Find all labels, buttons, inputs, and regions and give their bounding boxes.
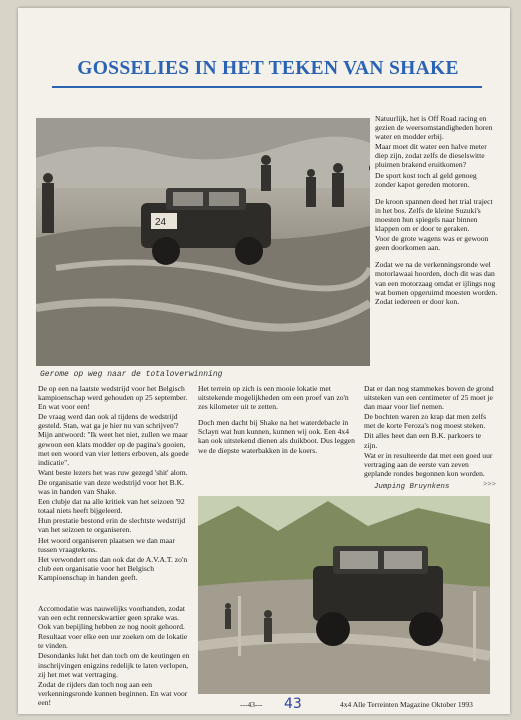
paragraph: Een clubje dat na alle kritiek van het seizoen '92 totaal niets heeft bijgeleerd. bbox=[38, 497, 185, 516]
photo-credit: Jumping Bruynkens bbox=[374, 483, 450, 491]
paragraph: Wat er in resulteerde dat met een goed uur vertraging aan de eerste van zeven geplande rondes begonnen kon worden. bbox=[364, 450, 493, 478]
paragraph: Doch men dacht bij Shake na het waterdebacle in Sclayn wat hun kunnen, kunnen wij ook. Een 4x4 kan ook uitstekend dienen als duikboot. Dus leggen we de diepste waterbakken in de koers. bbox=[198, 418, 355, 455]
paragraph: De vraag werd dan ook al tijdens de wedstrijd gesteld. Stan, wat ga je hier nu van schrijven'? Mijn antwoord: "Ik weet het niet, zullen we maar gewoon een klats modder op de pagina's gooien, met een woord van vier letters erboven, als goede indicatie". bbox=[38, 412, 189, 467]
paragraph: De sport kost toch al geld genoeg zonder kapot gereden motoren. bbox=[375, 170, 477, 189]
column-1-bottom-text bbox=[38, 604, 190, 708]
paragraph: Zodat we na de verkenningsronde wel motorlawaai hoorden, doch dit was dan van een motorzaag omdat er ijlings nog wat bomen opgeruimd moesten worden. Zodat iedereen er door kon. bbox=[375, 260, 498, 306]
column-3-text bbox=[364, 384, 496, 488]
paragraph: Natuurlijk, het is Off Road racing en gezien de weersomstandigheden horen water en modder erbij. bbox=[375, 114, 493, 142]
title-rule bbox=[52, 86, 482, 88]
article-title: GOSSELIES IN HET TEKEN VAN SHAKE bbox=[77, 58, 459, 79]
paragraph: Zodat de rijders dan toch nog aan een verkenningsronde kunnen beginnen. En wat voor een! bbox=[38, 679, 188, 707]
handwritten-page-number: 43 bbox=[284, 696, 302, 712]
paragraph: De organisatie van deze wedstrijd voor het B.K. was in handen van Shake. bbox=[38, 477, 184, 497]
paragraph: De kroon spannen deed het trial traject in het bos. Zelfs de kleine Suzuki's moesten hun spiegels naar binnen klappen om er door te geraken. bbox=[375, 196, 493, 234]
paragraph: Resultaat voer elke een uur zoeken om de lokatie te vinden. bbox=[38, 632, 188, 651]
paragraph: Dat er dan nog stammekes boven de grond uitsteken van een centimeter of 25 moet je dan maar voor lief nemen. bbox=[364, 384, 494, 412]
column-1-text bbox=[38, 384, 190, 583]
page-number: ---43--- bbox=[240, 700, 263, 709]
paragraph: De op een na laatste wedstrijd voor het Belgisch kampioenschap werd gehouden op 25 september. En wat voor een! bbox=[38, 384, 188, 412]
jump-scene-illustration bbox=[198, 496, 490, 694]
paragraph: Voor de grote wagens was er gewoon geen doorkomen aan. bbox=[375, 234, 489, 253]
paragraph: Hun prestatie bestond erin de slechtste wedstrijd van het seizoen te organiseren. bbox=[38, 516, 186, 535]
paragraph: Desondanks lukt het dan toch om de keutingen en inschrijvingen enigzins redelijk te laten verlopen, zij het met wat vertraging. bbox=[38, 651, 190, 679]
paragraph: Maar moet dit water een halve meter diep zijn, zodat zelfs de dieselswitte pluimen brakend eruitkomen? bbox=[375, 142, 487, 170]
paragraph: Het woord organiseren plaatsen we dan maar tussen vraagtekens. bbox=[38, 535, 175, 554]
svg-text:24: 24 bbox=[155, 217, 167, 228]
photo-caption: Gerome op weg naar de totaloverwinning bbox=[40, 370, 223, 379]
mud-scene-illustration bbox=[36, 118, 370, 366]
column-2-text bbox=[198, 384, 358, 456]
paragraph: Dit alles heet dan een B.K. parkoers te zijn. bbox=[364, 431, 482, 450]
paragraph: Accomodatie was nauwelijks voorhanden, zodat van een echt rennerskwartier geen sprake was. Ook van bepijling hebben ze nog nooit gehoord. bbox=[38, 604, 185, 632]
paragraph: De bochten waren zo krap dat men zelfs met de korte Feroza's nog moest steken. bbox=[364, 412, 487, 431]
photo-jumping-car bbox=[198, 496, 490, 694]
magazine-footer: 4x4 Alle Terreinten Magazine Oktober 1993 bbox=[340, 700, 473, 709]
paragraph: Want beste lezers het was ruw gezegd 'shit' alom. bbox=[38, 467, 188, 477]
paragraph: Het terrein op zich is een mooie lokatie met uitstekende mogelijkheden om een proef van zo'n zes kilometer uit te zetten. bbox=[198, 384, 349, 412]
photo-mud-car bbox=[36, 118, 370, 366]
right-column-text bbox=[375, 114, 499, 307]
paragraph: Het verwondert ons dan ook dat de A.V.A.T. zo'n club een organisatie voor het Belgisch Kampioenschap in handen geeft. bbox=[38, 554, 188, 582]
magazine-page bbox=[18, 8, 510, 714]
continued-marker: >>> bbox=[483, 478, 496, 488]
